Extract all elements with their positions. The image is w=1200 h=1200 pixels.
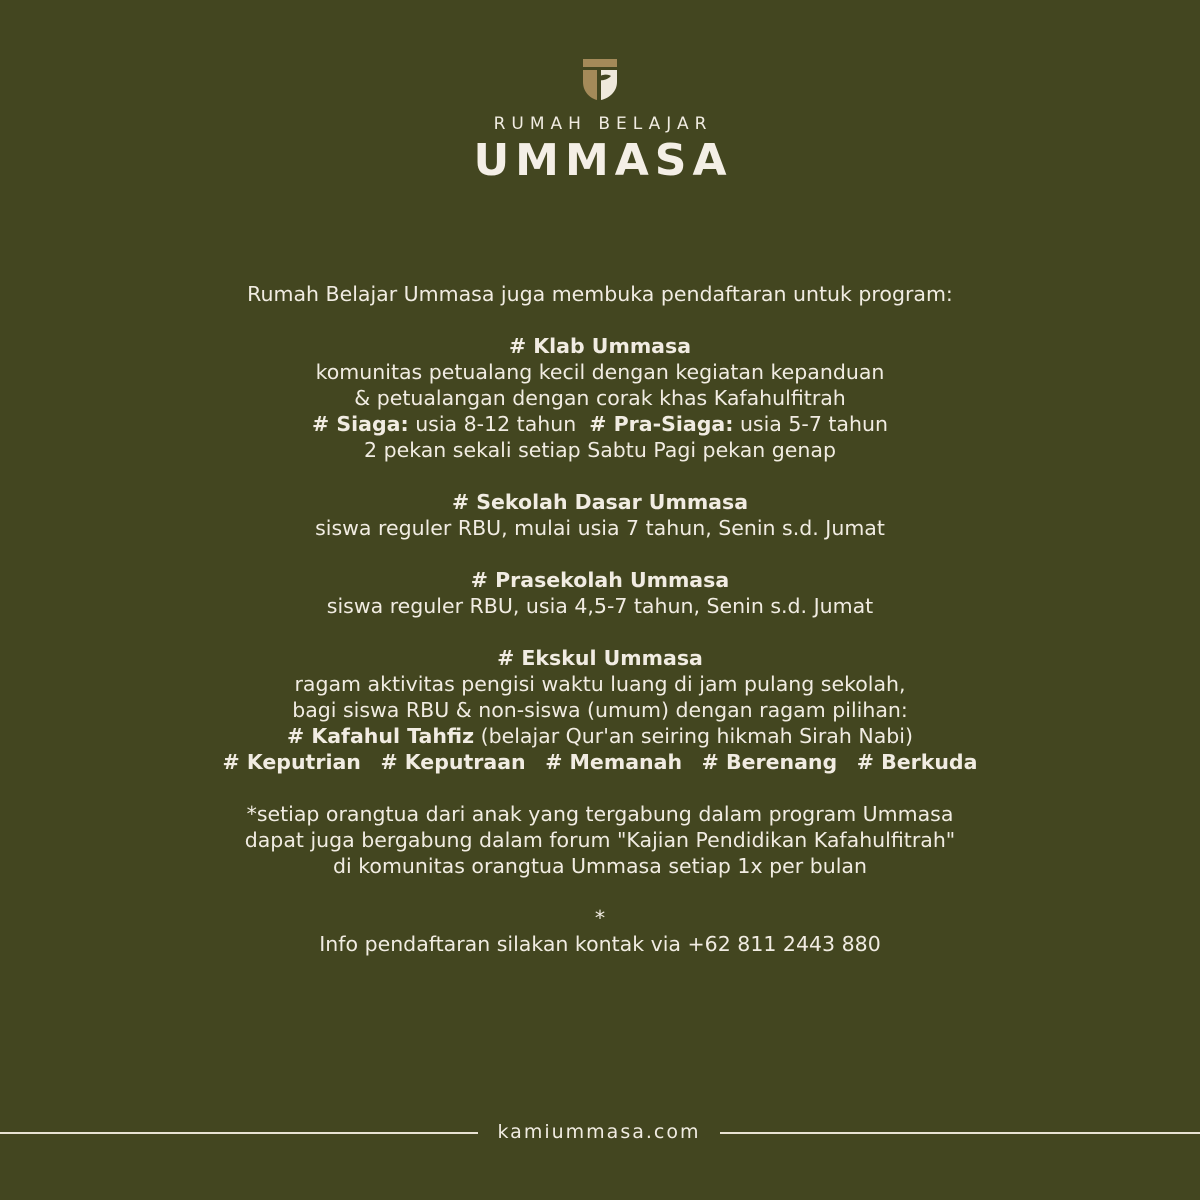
note-line-2: dapat juga bergabung dalam forum "Kajian Pendidikan Kafahulfitrah" xyxy=(244,828,956,852)
brand-tagline: RUMAH BELAJAR xyxy=(493,114,713,134)
ekskul-tahfiz xyxy=(0,723,1200,749)
contact-separator: * xyxy=(594,906,606,930)
ekskul-option: # Berenang xyxy=(701,750,838,774)
ekskul-option: # Keputraan xyxy=(380,750,526,774)
sd-title: # Sekolah Dasar Ummasa xyxy=(451,490,749,514)
klab-age-groups xyxy=(0,411,1200,437)
program-list xyxy=(0,281,1200,957)
klab-schedule: 2 pekan sekali setiap Sabtu Pagi pekan genap xyxy=(364,438,836,462)
ekskul-option: # Berkuda xyxy=(856,750,978,774)
siaga-label: # Siaga: xyxy=(312,412,409,436)
ummasa-emblem-icon xyxy=(580,58,620,102)
brand-name: UMMASA xyxy=(473,135,733,186)
footer-divider-right xyxy=(720,1132,1200,1134)
note-line-3: di komunitas orangtua Ummasa setiap 1x per bulan xyxy=(333,854,867,878)
contact-info: Info pendaftaran silakan kontak via +62 811 2443 880 xyxy=(319,932,881,956)
note-line-1: *setiap orangtua dari anak yang tergabung dalam program Ummasa xyxy=(246,802,954,826)
ekskul-options xyxy=(0,749,1200,775)
sd-desc: siswa reguler RBU, mulai usia 7 tahun, Senin s.d. Jumat xyxy=(315,516,885,540)
ekskul-desc-2: bagi siswa RBU & non-siswa (umum) dengan ragam pilihan: xyxy=(292,698,908,722)
klab-desc-2: & petualangan dengan corak khas Kafahulfitrah xyxy=(354,386,846,410)
intro-text: Rumah Belajar Ummasa juga membuka pendaftaran untuk program: xyxy=(247,282,953,306)
prasiaga-label: # Pra-Siaga: xyxy=(589,412,734,436)
klab-title: # Klab Ummasa xyxy=(508,334,692,358)
pra-desc: siswa reguler RBU, usia 4,5-7 tahun, Senin s.d. Jumat xyxy=(326,594,874,618)
klab-desc-1: komunitas petualang kecil dengan kegiatan kepanduan xyxy=(315,360,885,384)
brand-logo xyxy=(0,58,1200,186)
ekskul-title: # Ekskul Ummasa xyxy=(497,646,703,670)
pra-title: # Prasekolah Ummasa xyxy=(470,568,730,592)
footer-divider-left xyxy=(0,1132,478,1134)
siaga-value: usia 8-12 tahun xyxy=(408,412,590,436)
website-link[interactable]: kamiummasa.com xyxy=(497,1121,701,1143)
ekskul-desc-1: ragam aktivitas pengisi waktu luang di jam pulang sekolah, xyxy=(294,672,906,696)
tahfiz-desc: (belajar Qur'an seiring hikmah Sirah Nabi) xyxy=(474,724,913,748)
footer xyxy=(0,1120,1200,1144)
tahfiz-label: # Kafahul Tahfiz xyxy=(287,724,475,748)
prasiaga-value: usia 5-7 tahun xyxy=(733,412,888,436)
ekskul-option: # Keputrian xyxy=(222,750,361,774)
ekskul-option: # Memanah xyxy=(545,750,683,774)
